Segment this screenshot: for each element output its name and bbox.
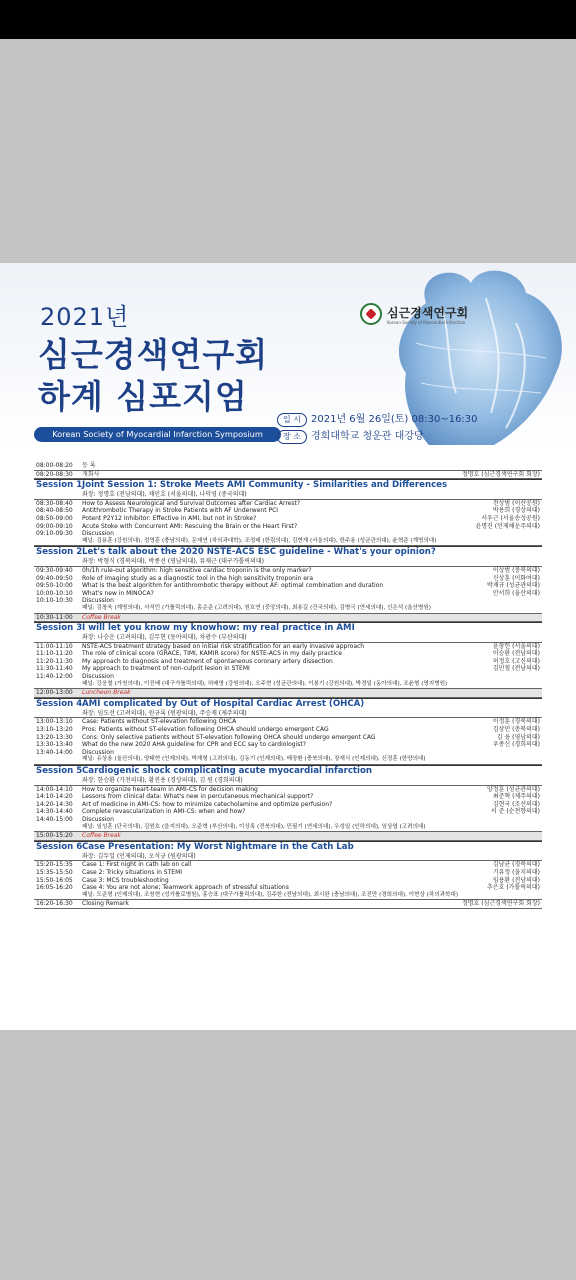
row-time: 15:35-15:50 xyxy=(36,868,73,876)
row-time: 09:30-09:40 xyxy=(36,566,73,574)
row-title: My approach to treatment of non-culprit lesion in STEMI xyxy=(82,665,250,673)
row-title: How to Assess Neurological and Survival Outcomes after Cardiac Arrest? xyxy=(82,499,301,507)
row-time: 11:20-11:30 xyxy=(36,657,73,665)
row-speaker: 김상민 (충북의대) xyxy=(492,726,540,734)
row-time: 10:00-10:10 xyxy=(36,589,73,597)
row-time: 09:00-09:10 xyxy=(36,522,73,530)
row-time: 16:05-16:20 xyxy=(36,884,73,892)
schedule-row-break xyxy=(34,689,542,698)
row-title: Closing Remark xyxy=(82,900,129,908)
row-time: 13:20-13:30 xyxy=(36,733,73,741)
schedule-row-break xyxy=(34,832,542,841)
schedule-row-talk xyxy=(34,658,542,666)
schedule-table xyxy=(34,462,542,909)
schedule-row-plain xyxy=(34,900,542,909)
row-speaker: 양정훈 (성균관의대) xyxy=(487,785,540,793)
row-title: How to organize heart-team in AMI-CS for decision making xyxy=(82,785,258,793)
row-title: Discussion xyxy=(82,748,114,756)
row-time: Session 5 xyxy=(36,766,83,776)
row-title: Acute Stoke with Concurrent AMI: Rescuing the Brain or the Heart First? xyxy=(82,522,298,530)
row-title: Discussion xyxy=(82,530,114,538)
row-title: Joint Session 1: Stroke Meets AMI Community - Similarities and Differences xyxy=(82,480,448,491)
row-speaker: 추은호 (가톨릭의대) xyxy=(487,884,540,892)
year-title: 2021년 xyxy=(40,303,130,331)
schedule-row-talk xyxy=(34,650,542,658)
row-time: 15:00-15:20 xyxy=(36,832,73,840)
row-title: 개회사 xyxy=(82,470,100,478)
row-time: 08:20-08:30 xyxy=(36,470,73,478)
row-title: Antithrombotic Therapy in Stroke Patients with AF Underwent PCI xyxy=(82,507,279,515)
schedule-row-talk xyxy=(34,718,542,726)
row-speaker: 우종신 (경희의대) xyxy=(492,741,540,749)
english-title: Korean Society of Myocardial Infarction Symposium xyxy=(34,427,281,442)
schedule-row-panel xyxy=(34,824,542,833)
row-title: 패널: 도준형 (인제의대), 조창현 (성가롤로병원), 홍승표 (대구가톨릭의대), 김주한 (전남의대), 최시완 (충남의대), 조진만 (경희의대), 이현상 (차의과학대) xyxy=(82,891,459,898)
row-time: 11:00-11:10 xyxy=(36,642,73,650)
society-emblem-icon xyxy=(360,303,382,325)
row-time: 16:20-16:30 xyxy=(36,900,73,908)
schedule-row-plain xyxy=(34,471,542,480)
row-time: 15:20-15:35 xyxy=(36,861,73,869)
row-title: Discussion xyxy=(82,815,114,823)
row-title: 0h/1h rule-out algorithm: high sensitive cardiac troponin is the only marker? xyxy=(82,566,312,574)
row-speaker: 허정호 (고신의대) xyxy=(492,657,540,665)
row-time: Session 3 xyxy=(36,623,83,634)
row-time: 14:20-14:30 xyxy=(36,800,73,808)
row-speaker: 정명호 (심근경색연구회 회장) xyxy=(461,470,540,478)
row-time: Session 2 xyxy=(36,547,83,558)
symposium-poster xyxy=(0,263,576,1030)
schedule-row-talk xyxy=(34,741,542,749)
row-title: My approach to diagnosis and treatment of spontaneous coronary artery dissection xyxy=(82,657,333,665)
row-title: 패널: 김창욱 (계명의대), 서석민 (가톨릭의대), 홍순준 (고려의대), 원호연 (중앙의대), 최용길 (건국의대), 김병극 (연세의대), 신은석 (울산병원) xyxy=(82,604,431,611)
row-title: Case 1: First night in cath lab on call xyxy=(82,861,192,869)
row-speaker: 서 준 (순천향의대) xyxy=(490,808,540,816)
row-time: 09:40-09:50 xyxy=(36,574,73,582)
schedule-row-talk xyxy=(34,530,542,538)
schedule-row-chair xyxy=(34,710,542,719)
schedule-row-talk xyxy=(34,515,542,523)
row-title: Case: Patients without ST-elevation following OHCA xyxy=(82,718,237,726)
row-time: 12:00-13:00 xyxy=(36,689,73,697)
row-time: 13:00-13:10 xyxy=(36,718,73,726)
row-time: Session 4 xyxy=(36,698,83,709)
row-speaker: 김 웅 (영남의대) xyxy=(496,733,540,741)
row-speaker: 안서희 (울산의대) xyxy=(492,589,540,597)
row-title: Coffee Break xyxy=(82,832,121,840)
row-speaker: 김남균 (경북의대) xyxy=(492,861,540,869)
schedule-row-panel xyxy=(34,605,542,614)
title-line-2: 하계 심포지엄 xyxy=(38,377,248,416)
row-title: Cons: Only selective patients without ST-elevation following OHCA should undergo emergent CAG xyxy=(82,733,376,741)
row-time: 13:40-14:00 xyxy=(36,748,73,756)
venue-label: 장 소 xyxy=(277,430,307,444)
schedule-row-talk xyxy=(34,869,542,877)
venue-info xyxy=(277,427,424,444)
row-time: 14:10-14:20 xyxy=(36,793,73,801)
row-speaker: 김현국 (조선의대) xyxy=(492,800,540,808)
row-time: 13:10-13:20 xyxy=(36,726,73,734)
row-time: 08:40-08:50 xyxy=(36,507,73,515)
schedule-row-session xyxy=(34,546,542,558)
schedule-row-talk xyxy=(34,801,542,809)
row-time: 08:50-09:00 xyxy=(36,514,73,522)
status-bar xyxy=(0,0,576,39)
row-speaker: 박재규 (성균관의대) xyxy=(487,582,540,590)
row-title: Art of medicine in AMI-CS: how to minimize catecholamine and optimize perfusion? xyxy=(82,800,333,808)
schedule-row-talk xyxy=(34,567,542,575)
schedule-row-session xyxy=(34,479,542,491)
row-title: Complete revascularization in AMI-CS: when and how? xyxy=(82,808,246,816)
row-speaker: 윤창헌 (서울의대) xyxy=(492,642,540,650)
row-time: 11:10-11:20 xyxy=(36,650,73,658)
row-title: The role of clinical score (GRACE, TIMI, KAMIR score) for NSTE-ACS in my daily practice xyxy=(82,650,343,658)
row-speaker: 전상범 (이산공원) xyxy=(492,499,540,507)
row-title: Case 4: You are not alone; Teamwork approach of stressful situations xyxy=(82,884,289,892)
schedule-row-talk xyxy=(34,816,542,824)
title-line-1: 심근경색연구회 xyxy=(38,335,269,374)
row-title: NSTE-ACS treatment strategy based on initial risk stratification for an early invasive approach xyxy=(82,642,365,650)
schedule-row-session xyxy=(34,841,542,853)
schedule-row-talk xyxy=(34,507,542,515)
row-title: Case 2: Tricky situations in STEMI xyxy=(82,868,183,876)
schedule-row-panel xyxy=(34,538,542,547)
schedule-row-talk xyxy=(34,793,542,801)
schedule-row-panel xyxy=(34,681,542,690)
date-label: 일 시 xyxy=(277,413,307,427)
schedule-row-talk xyxy=(34,500,542,508)
row-speaker: 이상범 (충북의대) xyxy=(492,566,540,574)
schedule-row-talk xyxy=(34,597,542,605)
schedule-row-chair xyxy=(34,558,542,567)
row-time: 10:30-11:00 xyxy=(36,613,73,621)
row-time: 09:50-10:00 xyxy=(36,582,73,590)
schedule-row-talk xyxy=(34,582,542,590)
row-title: I will let you know my knowhow: my real practice in AMI xyxy=(82,623,355,634)
row-speaker: 최준혁 (제주의대) xyxy=(492,793,540,801)
row-speaker: 정명호 (심근경색연구회 회장) xyxy=(461,900,540,908)
row-time: 09:10-09:30 xyxy=(36,530,73,538)
row-speaker: 이승환 (전남의대) xyxy=(492,650,540,658)
row-speaker: 박용희 (경상의대) xyxy=(492,507,540,515)
schedule-row-session xyxy=(34,765,542,777)
row-title: What's new in MINOCA? xyxy=(82,589,154,597)
schedule-row-talk xyxy=(34,523,542,531)
row-title: 패널: 김용훈 (강원의대), 정영훈 (충남의대), 문재연 (차의과대학), 조정래 (한림의대), 김현재 (서울의대), 한주용 (성균관의대), 윤혁준 (계명의대) xyxy=(82,537,437,544)
schedule-row-chair xyxy=(34,491,542,500)
venue-value: 경희대학교 청운관 대강당 xyxy=(311,431,424,442)
row-title: 패널: 유상용 (울산의대), 양태현 (인제의대), 박재형 (고려의대), 김동기 (인제의대), 배장환 (충북의대), 장재식 (인제의대), 신정훈 (한양의대) xyxy=(82,756,426,763)
row-title: Cardiogenic shock complicating acute myocardial infarction xyxy=(82,766,372,776)
row-title: Luncheon Break xyxy=(82,689,131,697)
schedule-row-talk xyxy=(34,726,542,734)
row-time: 08:00-08:20 xyxy=(36,462,73,469)
row-speaker: 김민철 (전남의대) xyxy=(492,665,540,673)
schedule-row-session xyxy=(34,698,542,710)
poster-header xyxy=(0,263,576,445)
row-title: 패널: 강웅철 (가천의대), 이진배 (대구가톨릭의대), 허배영 (강원의대), 오주현 (성균관의대), 이봉기 (강원의대), 박경일 (동아의대), 조윤형 (명지병원) xyxy=(82,680,448,687)
row-title: Case 3: MCS troubleshooting xyxy=(82,876,169,884)
schedule-row-talk xyxy=(34,808,542,816)
schedule-row-talk xyxy=(34,877,542,885)
schedule-row-panel xyxy=(34,756,542,765)
row-speaker: 윤명진 (인제해운주의대) xyxy=(475,522,540,530)
row-speaker: 임용환 (전남의대) xyxy=(492,876,540,884)
schedule-row-talk xyxy=(34,786,542,794)
row-title: AMI complicated by Out of Hospital Cardiac Arrest (OHCA) xyxy=(82,698,365,709)
schedule-row-plain xyxy=(34,462,542,471)
row-time: Session 6 xyxy=(36,841,83,852)
row-speaker: 신상훈 (이화여대) xyxy=(492,574,540,582)
schedule-row-talk xyxy=(34,643,542,651)
row-time: 14:30-14:40 xyxy=(36,808,73,816)
row-time: 11:40-12:00 xyxy=(36,673,73,681)
schedule-row-talk xyxy=(34,673,542,681)
row-title: Pros: Patients without ST-elevation following OHCA should undergo emergent CAG xyxy=(82,726,329,734)
row-title: What is the best algorithm for antithrombotic therapy without AF: optimal combination and duration xyxy=(82,582,384,590)
row-title: Coffee Break xyxy=(82,613,121,621)
row-title: Let's talk about the 2020 NSTE-ACS ESC guideline - What's your opinion? xyxy=(82,547,436,558)
row-title: Discussion xyxy=(82,597,114,605)
row-time: Session 1 xyxy=(36,480,83,491)
row-title: 등 록 xyxy=(82,462,96,469)
row-time: 11:30-11:40 xyxy=(36,665,73,673)
schedule-row-talk xyxy=(34,734,542,742)
row-title: Role of imaging study as a diagnostic tool in the high sensitivity troponin era xyxy=(82,574,314,582)
row-title: 패널: 임성훈 (단국의대), 김원호 (을지의대), 오준혁 (부산의대), 이상록 (전북의대), 민필기 (연세의대), 우성일 (인하의대), 임상엽 (고려의대) xyxy=(82,823,426,830)
row-title: 좌장: 임도선 (고려의대), 원규록 (원광의대), 주승재 (제주의대) xyxy=(82,709,247,717)
schedule-row-chair xyxy=(34,777,542,786)
row-title: 좌장: 김두일 (인제의대), 오석규 (원광의대) xyxy=(82,852,196,860)
row-time: 14:40-15:00 xyxy=(36,815,73,823)
row-time: 14:00-14:10 xyxy=(36,785,73,793)
row-speaker: 이정훈 (경북의대) xyxy=(492,718,540,726)
schedule-row-session xyxy=(34,622,542,634)
society-name: 심근경색연구회 xyxy=(387,306,469,320)
row-title: What do the new 2020 AHA guideline for CPR and ECC say to cardiologist? xyxy=(82,741,306,749)
schedule-row-talk xyxy=(34,575,542,583)
row-title: 좌장: 정명호 (전남의대), 채인호 (서울의대), 나덕영 (중국의대) xyxy=(82,491,247,499)
schedule-row-talk xyxy=(34,590,542,598)
row-time: 10:10-10:30 xyxy=(36,597,73,605)
row-title: Potent P2Y12 Inhibitor: Effective in AMI, but not in Stroke? xyxy=(82,514,257,522)
row-title: 좌장: 한승환 (가천의대), 황진용 (경상의대), 김 원 (경희의대) xyxy=(82,777,243,784)
row-time: 15:50-16:05 xyxy=(36,876,73,884)
row-time: 13:30-13:40 xyxy=(36,741,73,749)
schedule-row-break xyxy=(34,614,542,623)
date-value: 2021년 6월 26일(토) 08:30~16:30 xyxy=(311,414,478,425)
row-title: 좌장: 박형식 (경북의대), 박종선 (영남의대), 류재근 (대구가톨릭의대) xyxy=(82,558,265,566)
row-title: Case Presentation: My Worst Nightmare in the Cath Lab xyxy=(82,841,354,852)
society-logo xyxy=(360,303,480,331)
schedule-row-talk xyxy=(34,861,542,869)
row-title: Discussion xyxy=(82,673,114,681)
schedule-row-chair xyxy=(34,634,542,643)
schedule-row-talk xyxy=(34,665,542,673)
society-subname: Korean Society of Myocardial Infarction xyxy=(387,320,466,325)
schedule-row-talk xyxy=(34,884,542,892)
row-time: 08:30-08:40 xyxy=(36,499,73,507)
schedule-row-chair xyxy=(34,853,542,862)
date-info xyxy=(277,410,478,427)
row-speaker: 서우근 (서울송성공원) xyxy=(481,514,540,522)
row-speaker: 기유정 (을지의대) xyxy=(492,868,540,876)
row-title: Lessons from clinical data: What's new in percutaneous mechanical support? xyxy=(82,793,314,801)
row-title: 좌장: 나승운 (고려의대), 김무현 (동아의대), 차광수 (부산의대) xyxy=(82,634,247,642)
